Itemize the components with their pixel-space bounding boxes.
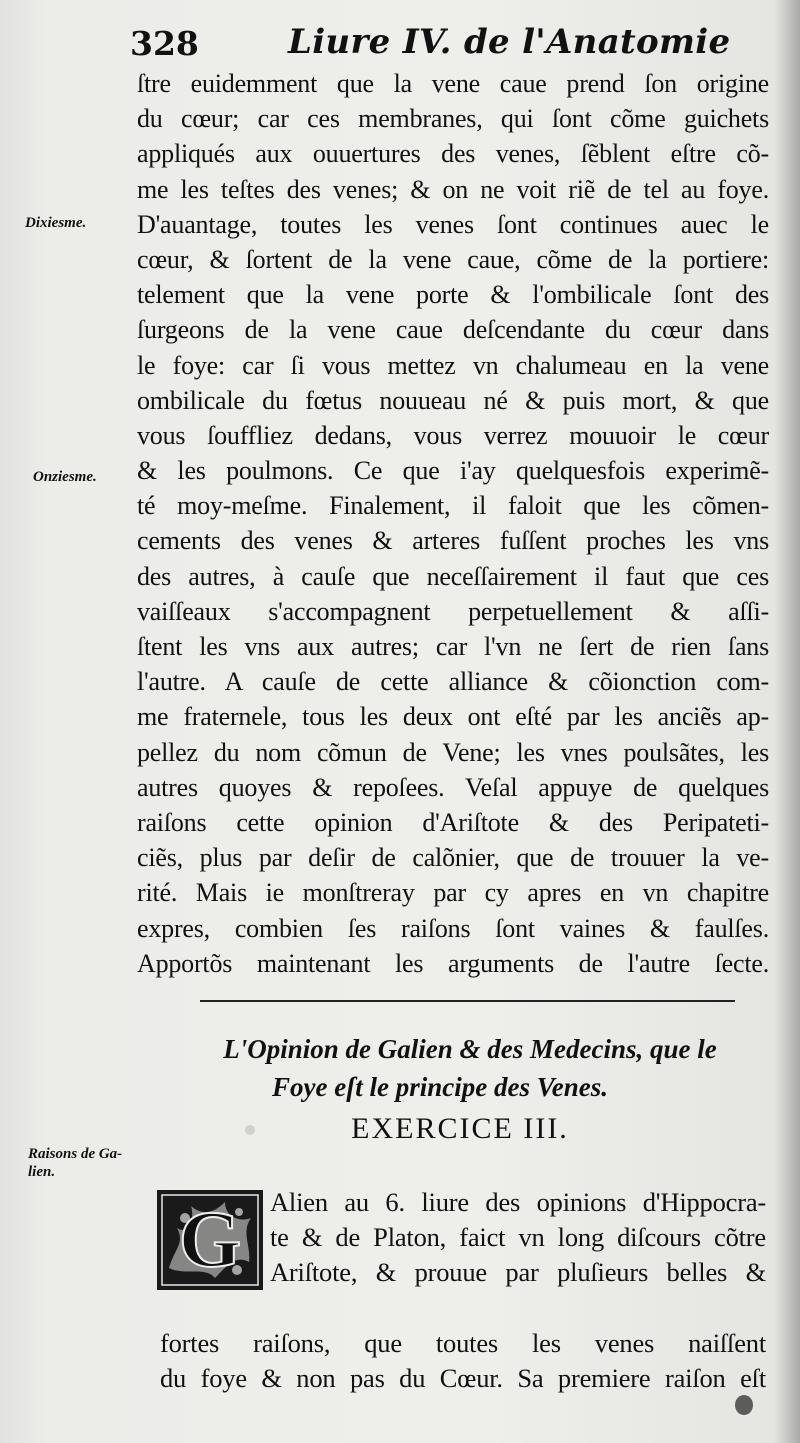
text-line: vaiſſeaux s'accompagnent perpetuellement & aſſi-: [137, 596, 769, 626]
text-line: me fraternele, tous les deux ont eſté par les anciẽs ap-: [137, 702, 769, 732]
text-line: fortes raiſons, que toutes les venes naiſſent: [160, 1328, 766, 1358]
margin-note-raisons: [28, 1145, 122, 1181]
text-line: & les poulmons. Ce que i'ay quelquesfois experimẽ-: [137, 456, 769, 486]
text-line: du cœur; car ces membranes, qui ſont cõme guichets: [137, 104, 769, 134]
paragraph-indented: [270, 1185, 766, 1291]
text-line: te & de Platon, faict vn long diſcours cõtre: [270, 1222, 766, 1253]
margin-note-raisons-line1: Raisons de Ga-: [28, 1146, 123, 1162]
text-line: pellez du nom cõmun de Vene; les vnes poulsãtes, les: [137, 737, 769, 767]
ink-blot: [735, 1395, 753, 1415]
text-line: Alien au 6. liure des opinions d'Hippocra-: [270, 1187, 766, 1217]
text-line: cements des venes & arteres fuſſent proches les vns: [137, 526, 769, 556]
page-header: [130, 18, 750, 68]
text-line: ſtre euidemment que la vene caue prend ſon origine: [137, 69, 769, 98]
text-line: autres quoyes & repoſees. Veſal appuye de quelques: [137, 772, 769, 802]
text-line: appliqués aux ouuertures des venes, ſẽblent eſtre cõ-: [137, 139, 769, 169]
text-line: expres, combien ſes raiſons ſont vaines & faulſes.: [137, 913, 769, 943]
section-title-line1: L'Opinion de Galien & des Medecins, que le: [223, 1034, 717, 1064]
text-line: D'auantage, toutes les venes ſont continues auec le: [137, 209, 769, 239]
text-line: ſtent les vns aux autres; car l'vn ne ſert de rien ſans: [137, 632, 769, 661]
main-text-block: [137, 66, 769, 981]
section-title: [160, 1030, 760, 1106]
text-line: le foye: car ſi vous mettez vn chalumeau en la vene: [137, 350, 769, 380]
text-line: Ariſtote, & prouue par pluſieurs belles &: [270, 1257, 766, 1288]
section-title-line2: Foye eſt le principe des Venes.: [272, 1072, 608, 1102]
paragraph-full: [160, 1326, 766, 1396]
margin-note-raisons-line2: lien.: [28, 1164, 56, 1180]
text-line: des autres, à cauſe que neceſſairement il faut que ces: [137, 561, 769, 591]
margin-note-dixiesme: Dixiesme.: [25, 215, 87, 231]
text-line: vous ſouffliez dedans, vous verrez mouuoir le cœur: [137, 420, 769, 450]
text-line: du foye & non pas du Cœur. Sa premiere raiſon eſt: [160, 1363, 766, 1394]
text-line: ſurgeons de la vene caue deſcendante du cœur dans: [137, 315, 769, 345]
section-divider: [200, 1000, 735, 1002]
text-line: ombilicale du fœtus nouueau né & puis mort, & que: [137, 385, 769, 415]
text-line: telement que la vene porte & l'ombilicale ſont des: [137, 280, 769, 310]
page-number: 328: [130, 24, 199, 63]
exercise-heading: EXERCICE III.: [351, 1112, 569, 1145]
text-line: té moy-meſme. Finalement, il faloit que les cõmen-: [137, 491, 769, 521]
running-head: Liure IV. de l'Anatomie: [288, 22, 731, 62]
margin-note-onziesme: Onziesme.: [33, 469, 97, 485]
text-line: ciẽs, plus par deſir de calõnier, que de trouuer la ve-: [137, 843, 769, 873]
text-line: rité. Mais ie monſtreray par cy apres en vn chapitre: [137, 878, 769, 908]
text-line: Apportõs maintenant les arguments de l'autre ſecte.: [137, 948, 769, 978]
text-line: me les teſtes des venes; & on ne voit riẽ de tel au foye.: [137, 174, 769, 204]
ink-smudge: [245, 1125, 255, 1135]
text-line: l'autre. A cauſe de cette alliance & cõionction com-: [137, 667, 769, 697]
svg-text:G: G: [178, 1196, 242, 1284]
ornamental-drop-cap-icon: [155, 1188, 265, 1292]
text-line: cœur, & ſortent de la vene caue, cõme de la portiere:: [137, 244, 769, 274]
text-line: raiſons cette opinion d'Ariſtote & des Peripateti-: [137, 807, 769, 837]
page-edge-shadow: [774, 0, 800, 1443]
